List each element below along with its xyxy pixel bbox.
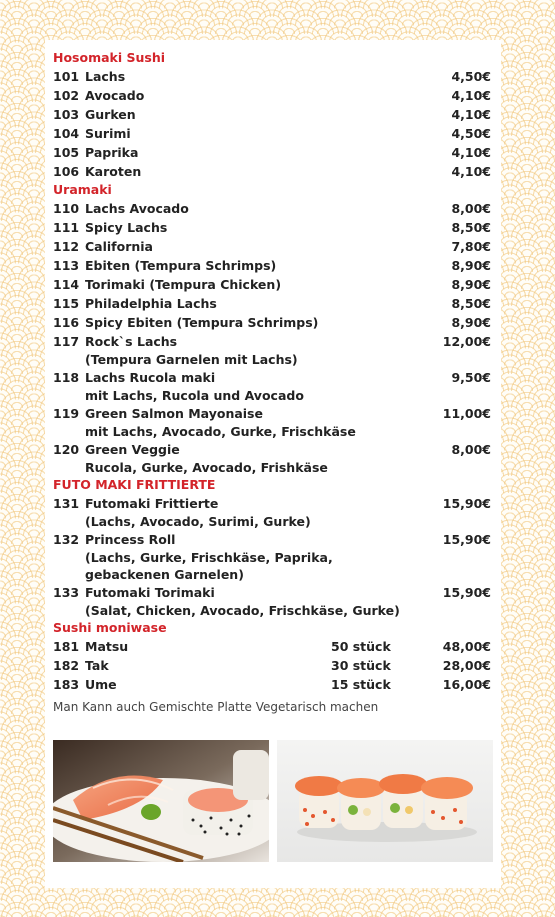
item-number: 113 — [53, 258, 80, 273]
item-price: 4,10€ — [451, 107, 491, 122]
item-price: 4,50€ — [451, 69, 491, 84]
item-number: 114 — [53, 277, 80, 292]
item-description: mit Lachs, Rucola und Avocado — [85, 388, 304, 403]
menu-list — [53, 49, 493, 694]
item-name: Princess Roll — [85, 532, 176, 547]
item-name: Lachs Rucola maki — [85, 370, 216, 385]
item-name: Futomaki Torimaki — [85, 585, 215, 600]
item-price: 4,10€ — [451, 164, 491, 179]
item-price: 7,80€ — [451, 239, 491, 254]
menu-item — [53, 494, 493, 530]
section-title: Uramaki — [53, 182, 112, 197]
menu-item — [53, 162, 493, 181]
menu-item — [53, 199, 493, 218]
item-price: 8,00€ — [451, 201, 491, 216]
item-quantity: 50 stück — [331, 639, 391, 654]
item-name: Green Veggie — [85, 442, 180, 457]
item-name: Paprika — [85, 145, 139, 160]
item-price: 9,50€ — [451, 370, 491, 385]
item-name: Ume — [85, 677, 117, 692]
uramaki-photo — [277, 740, 493, 862]
item-name: Futomaki Frittierte — [85, 496, 219, 511]
menu-item — [53, 105, 493, 124]
item-name: Torimaki (Tempura Chicken) — [85, 277, 282, 292]
item-number: 119 — [53, 406, 80, 421]
item-number: 181 — [53, 639, 80, 654]
item-description: (Lachs, Gurke, Frischkäse, Paprika, — [85, 550, 333, 565]
item-price: 28,00€ — [442, 658, 491, 673]
menu-note: Man Kann auch Gemischte Platte Vegetarisch machen — [53, 700, 379, 714]
item-price: 15,90€ — [442, 532, 491, 547]
menu-item — [53, 675, 493, 694]
item-quantity: 15 stück — [331, 677, 391, 692]
item-price: 12,00€ — [442, 334, 491, 349]
item-number: 103 — [53, 107, 80, 122]
menu-item — [53, 124, 493, 143]
item-price: 8,50€ — [451, 220, 491, 235]
item-number: 110 — [53, 201, 80, 216]
item-number: 105 — [53, 145, 80, 160]
section-title: Sushi moniwase — [53, 620, 167, 635]
item-number: 102 — [53, 88, 80, 103]
item-description: (Salat, Chicken, Avocado, Frischkäse, Gurke) — [85, 603, 400, 618]
item-price: 16,00€ — [442, 677, 491, 692]
menu-item — [53, 275, 493, 294]
item-name: Spicy Lachs — [85, 220, 168, 235]
item-number: 112 — [53, 239, 80, 254]
item-name: Lachs — [85, 69, 126, 84]
menu-item — [53, 218, 493, 237]
item-number: 183 — [53, 677, 80, 692]
menu-item — [53, 332, 493, 368]
item-number: 117 — [53, 334, 80, 349]
item-number: 104 — [53, 126, 80, 141]
item-name: Karoten — [85, 164, 142, 179]
section-title: FUTO MAKI FRITTIERTE — [53, 477, 216, 492]
menu-item — [53, 143, 493, 162]
menu-item — [53, 67, 493, 86]
section-title: Hosomaki Sushi — [53, 50, 166, 65]
item-number: 101 — [53, 69, 80, 84]
menu-item — [53, 368, 493, 404]
menu-item — [53, 86, 493, 105]
item-number: 182 — [53, 658, 80, 673]
item-number: 132 — [53, 532, 80, 547]
item-name: Green Salmon Mayonaise — [85, 406, 263, 421]
item-name: Gurken — [85, 107, 136, 122]
item-number: 131 — [53, 496, 80, 511]
menu-item — [53, 583, 493, 619]
item-description: (Lachs, Avocado, Surimi, Gurke) — [85, 514, 311, 529]
item-price: 4,10€ — [451, 88, 491, 103]
menu-item — [53, 637, 493, 656]
item-price: 15,90€ — [442, 496, 491, 511]
menu-item — [53, 294, 493, 313]
item-price: 8,50€ — [451, 296, 491, 311]
item-price: 48,00€ — [442, 639, 491, 654]
menu-item — [53, 404, 493, 440]
item-name: Rock`s Lachs — [85, 334, 178, 349]
item-number: 120 — [53, 442, 80, 457]
item-price: 8,00€ — [451, 442, 491, 457]
menu-item — [53, 656, 493, 675]
item-price: 4,10€ — [451, 145, 491, 160]
item-price: 4,50€ — [451, 126, 491, 141]
item-name: Matsu — [85, 639, 129, 654]
item-number: 133 — [53, 585, 80, 600]
item-number: 116 — [53, 315, 80, 330]
item-price: 8,90€ — [451, 315, 491, 330]
item-number: 115 — [53, 296, 80, 311]
item-number: 118 — [53, 370, 80, 385]
item-description: Rucola, Gurke, Avocado, Frishkäse — [85, 460, 328, 475]
item-description: gebackenen Garnelen) — [85, 567, 244, 582]
item-name: Philadelphia Lachs — [85, 296, 217, 311]
item-name: Lachs Avocado — [85, 201, 189, 216]
item-name: Spicy Ebiten (Tempura Schrimps) — [85, 315, 319, 330]
item-name: Ebiten (Tempura Schrimps) — [85, 258, 277, 273]
item-description: (Tempura Garnelen mit Lachs) — [85, 352, 298, 367]
item-name: Avocado — [85, 88, 145, 103]
item-name: Tak — [85, 658, 109, 673]
menu-item — [53, 237, 493, 256]
item-price: 8,90€ — [451, 258, 491, 273]
item-name: California — [85, 239, 153, 254]
item-number: 111 — [53, 220, 80, 235]
item-number: 106 — [53, 164, 80, 179]
item-quantity: 30 stück — [331, 658, 391, 673]
menu-item — [53, 256, 493, 275]
menu-item — [53, 313, 493, 332]
item-price: 11,00€ — [442, 406, 491, 421]
menu-item — [53, 440, 493, 476]
menu-item — [53, 530, 493, 583]
item-description: mit Lachs, Avocado, Gurke, Frischkäse — [85, 424, 356, 439]
item-price: 8,90€ — [451, 277, 491, 292]
item-name: Surimi — [85, 126, 131, 141]
sashimi-photo — [53, 740, 269, 862]
item-price: 15,90€ — [442, 585, 491, 600]
